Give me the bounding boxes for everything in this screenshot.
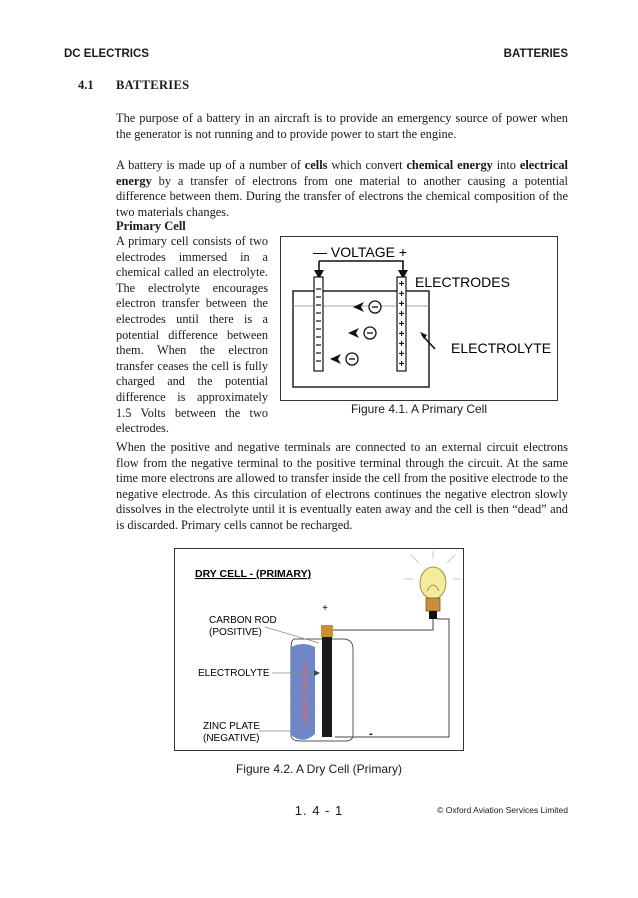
term-cells: cells (304, 158, 328, 172)
svg-text:+: + (398, 329, 405, 340)
dry-cell-title: DRY CELL - (PRIMARY) (195, 568, 312, 580)
figure-1-caption: Figure 4.1. A Primary Cell (350, 402, 488, 416)
term-electrical-energy: electrical energy (116, 158, 568, 188)
electron-1 (353, 301, 381, 313)
carbon-rod (322, 637, 332, 737)
carbon-rod-cap (321, 625, 333, 637)
p2-text-3: into (492, 158, 520, 172)
svg-text:+: + (398, 299, 405, 310)
paragraph-battery-cells (116, 158, 568, 220)
svg-text:+: + (398, 349, 405, 360)
carbon-rod-label: CARBON ROD (209, 615, 277, 626)
svg-text:+: + (398, 359, 405, 370)
zinc-plate-label: ZINC PLATE (203, 721, 261, 732)
primary-cell-diagram (281, 237, 557, 400)
paragraph-purpose: The purpose of a battery in an aircraft is to provide an emergency source of power when the generator is not running and to provide power to start the engine. (116, 111, 568, 141)
p2-text-4: by a transfer of electrons from one material to another causing a potential difference between them. During the transfer of electrons the chemical composition of the two materials changes. (116, 173, 568, 219)
svg-text:+: + (398, 289, 405, 300)
electron-3 (330, 353, 358, 365)
p2-text-2: which convert (327, 158, 407, 172)
light-bulb (420, 567, 446, 599)
svg-text:+: + (398, 339, 405, 350)
header-left: DC ELECTRICS (64, 48, 149, 60)
copyright: © Oxford Aviation Services Limited (437, 805, 568, 815)
p2-text-1: A battery is made up of a number of (116, 158, 305, 172)
paragraph-circuit: When the positive and negative terminals are connected to an external circuit electrons flow from the negative terminal to the positive terminal through the circuit. At the same time more electrons are allowed to transfer inside the cell from the positive electrode to the negative electrode. As this circulation of electrons continues the negative electron slowly dissolves in the electrolyte until it is eventually eaten away and the cell is then “dead” and is discarded. Primary cells cannot be recharged. (116, 440, 568, 532)
figure-dry-cell (174, 548, 464, 751)
electrolyte-label-2: ELECTROLYTE (198, 668, 270, 679)
voltage-label: — VOLTAGE + (313, 244, 408, 260)
primary-cell-heading: Primary Cell (116, 219, 186, 233)
term-chemical-energy: chemical energy (406, 158, 493, 172)
dry-cell-diagram (175, 549, 463, 750)
minus-terminal: - (369, 728, 373, 740)
electron-2 (348, 327, 376, 339)
primary-cell-paragraph: A primary cell consists of two electrodes immersed in a chemical called an electrolyte. The electrolyte encourages electron transfer between the electrodes until there is a potential difference between them. When the electron transfer ceases the cell is fully charged and the potential difference is approximately 1.5 Volts between the two electrodes. (116, 234, 268, 436)
figure-2-caption: Figure 4.2. A Dry Cell (Primary) (235, 762, 403, 776)
electrodes-label: ELECTRODES (415, 274, 510, 290)
header-right: BATTERIES (503, 48, 568, 60)
svg-text:+: + (398, 309, 405, 320)
electrolyte-label: ELECTROLYTE (451, 340, 552, 356)
battery-brand-text: NEVER READY (300, 662, 310, 723)
negative-label: (NEGATIVE) (203, 733, 260, 744)
plus-terminal: + (322, 603, 328, 614)
svg-text:+: + (398, 319, 405, 330)
negative-electrode (314, 277, 323, 371)
positive-label: (POSITIVE) (209, 627, 262, 638)
figure-primary-cell (280, 236, 558, 401)
section-title: BATTERIES (116, 78, 190, 92)
section-number: 4.1 (78, 78, 94, 92)
page-number: 1. 4 - 1 (294, 803, 344, 818)
svg-text:+: + (398, 279, 405, 290)
